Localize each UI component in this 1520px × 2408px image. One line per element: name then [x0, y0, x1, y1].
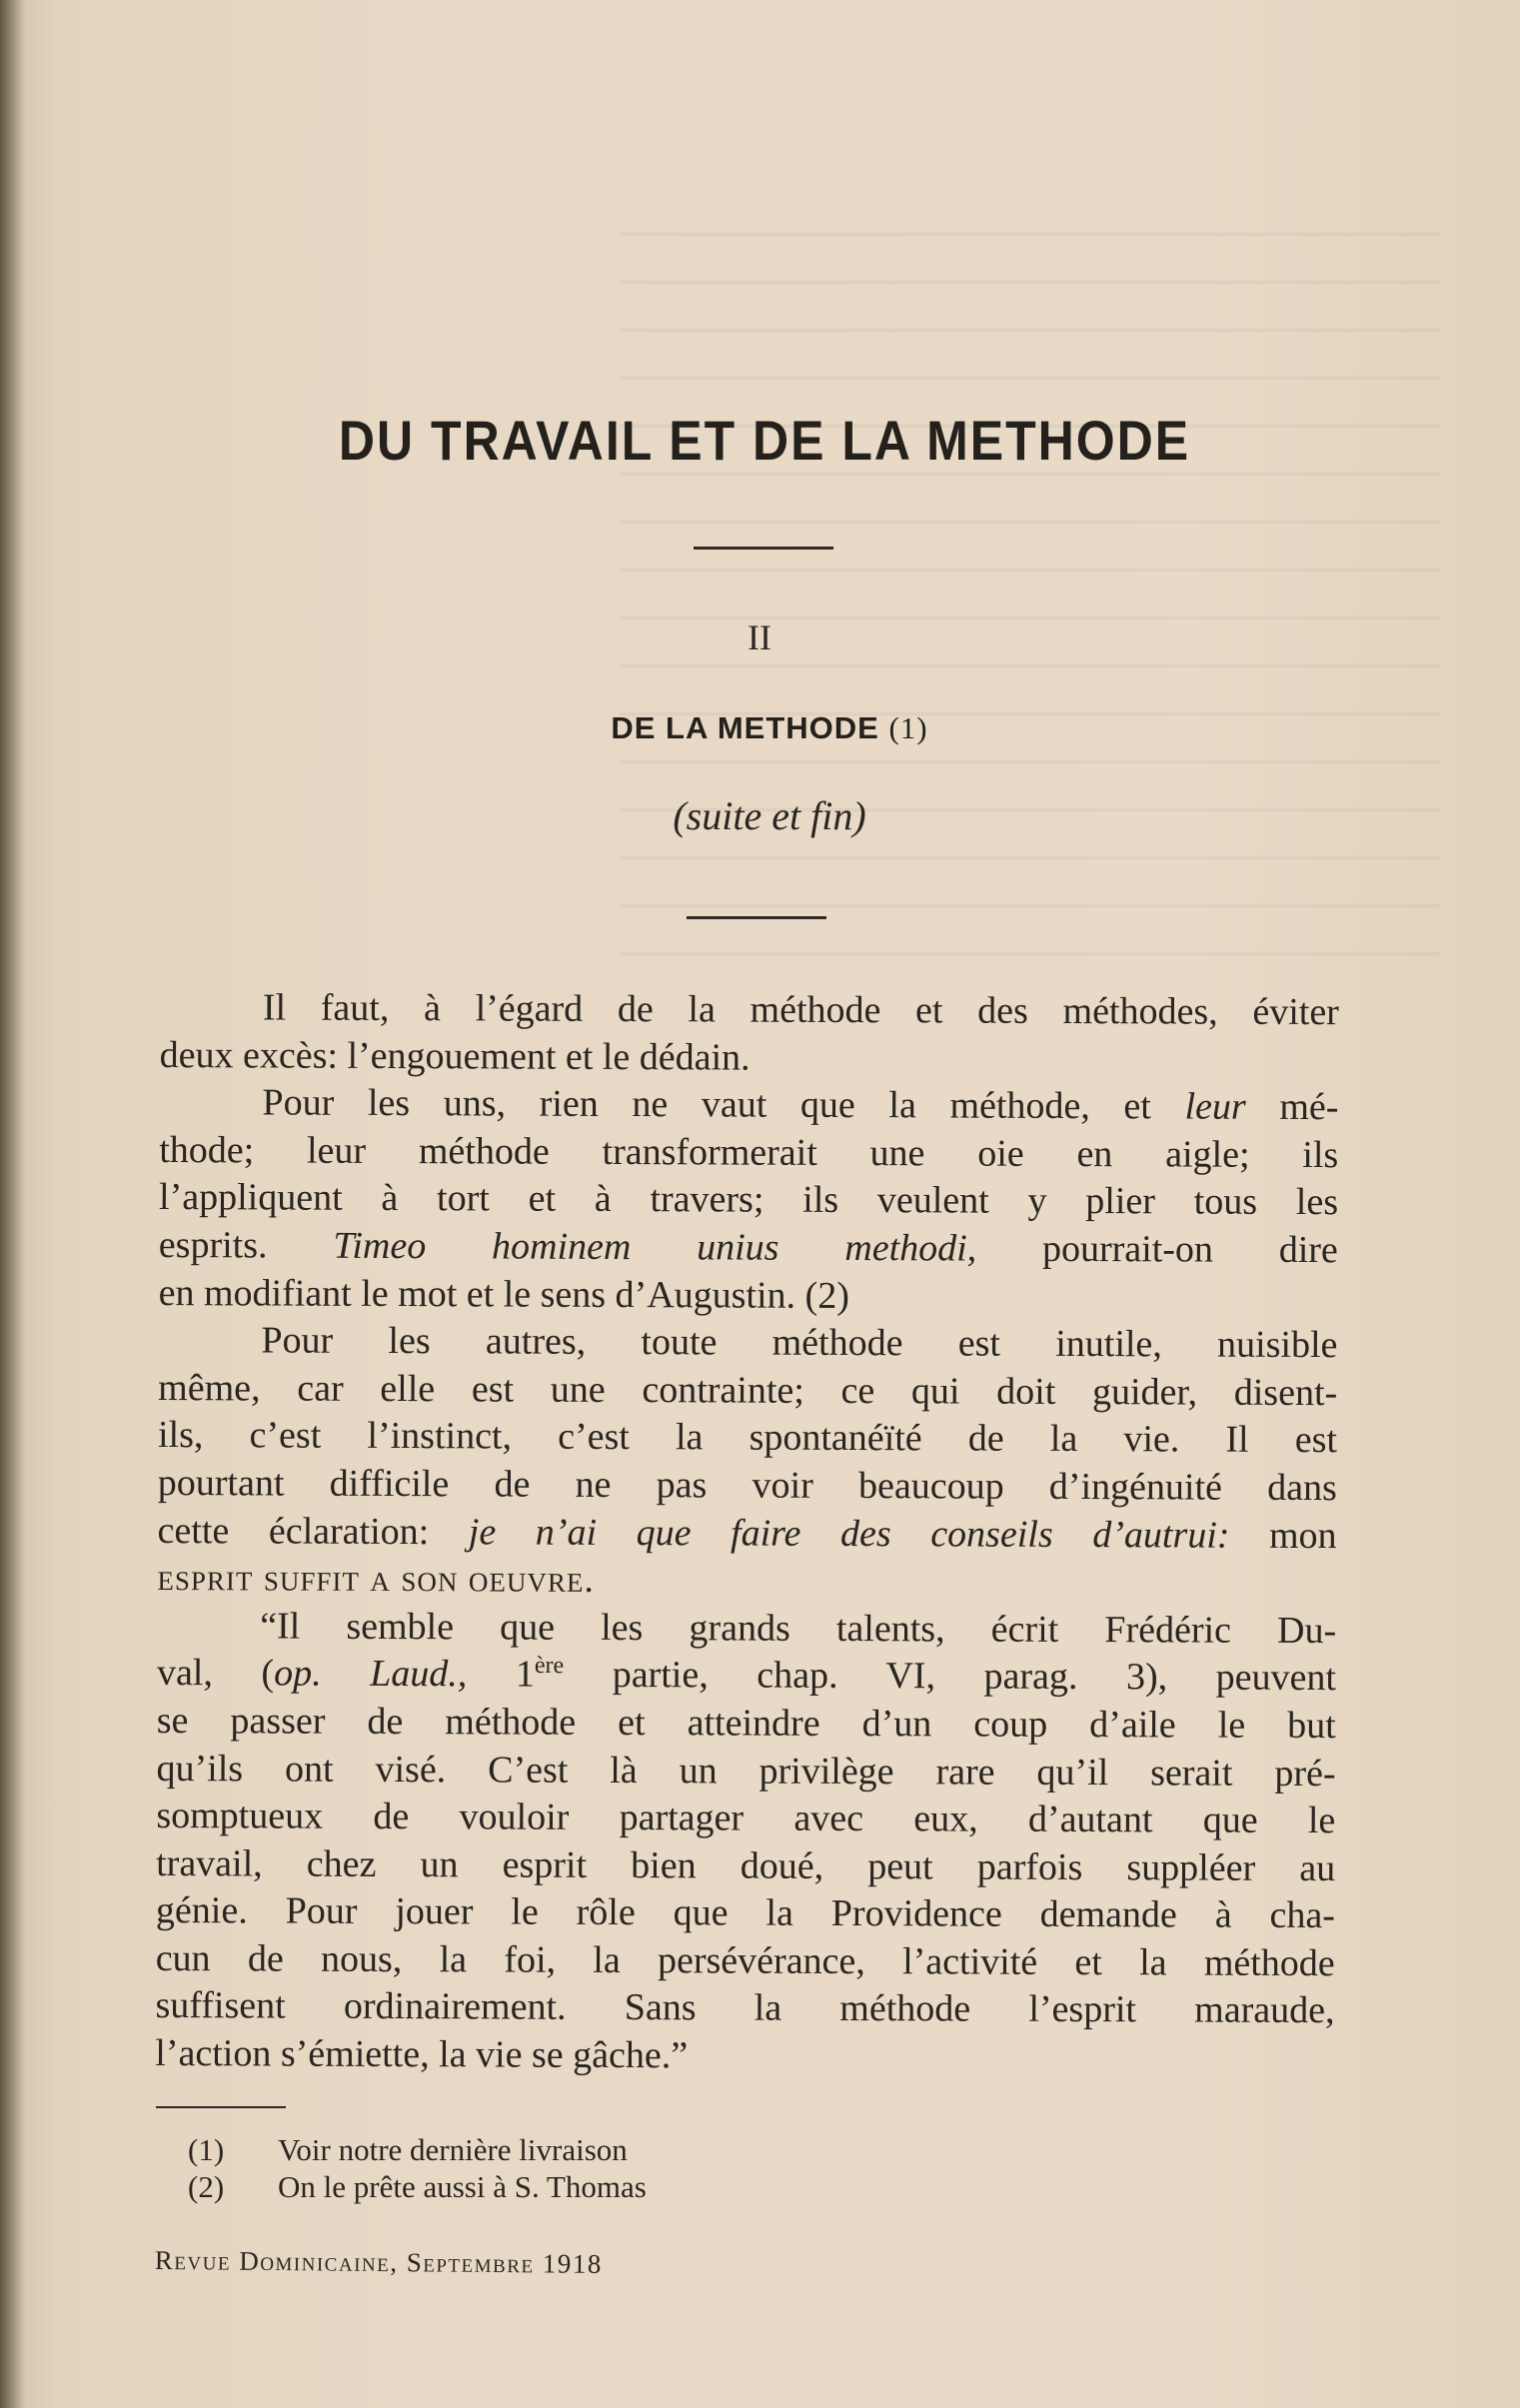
text-line: [155, 1982, 1334, 2035]
text-line: [157, 1603, 1336, 1656]
text-line: [159, 1127, 1338, 1180]
text-line: [159, 1079, 1338, 1132]
body-text: [155, 984, 1339, 2083]
text-line: [156, 1887, 1335, 1940]
text-line-content: Pour les uns, rien ne vaut que la méthode, et leur mé-: [262, 1081, 1339, 1129]
text-line: [156, 1840, 1335, 1893]
article-title: DU TRAVAIL ET DE LA METHODE: [338, 409, 1191, 473]
text-line: [157, 1698, 1336, 1751]
footnote: [188, 2131, 1087, 2168]
text-line: [158, 1365, 1337, 1418]
section-subtitle: [520, 710, 1019, 746]
title-rule: [694, 547, 833, 550]
text-line: [157, 1555, 1336, 1608]
text-line-content: pourtant difficile de ne pas voir beaucoup d’ingénuité dans: [157, 1461, 1337, 1510]
text-line-content: travail, chez un esprit bien doué, peut parfois suppléer au: [156, 1841, 1336, 1889]
footnote-text: On le prête aussi à S. Thomas: [278, 2169, 647, 2204]
text-line: [155, 2030, 1334, 2083]
text-line: [158, 1317, 1337, 1370]
bleed-through: [620, 200, 1439, 959]
footnotes: [188, 2131, 1087, 2205]
text-line-content: suffisent ordinairement. Sans la méthode l’esprit maraude,: [155, 1984, 1335, 2032]
text-line: [158, 1508, 1337, 1561]
text-line: [159, 1270, 1338, 1323]
footnote-mark: (2): [188, 2169, 225, 2204]
suite-et-fin: (suite et fin): [673, 793, 866, 838]
text-line: [157, 1650, 1336, 1703]
text-line: [156, 1745, 1335, 1798]
text-line-content: cun de nous, la foi, la persévérance, l’activité et la méthode: [155, 1936, 1335, 1985]
text-line-content: qu’ils ont visé. C’est là un privilège rare qu’il serait pré-: [156, 1747, 1336, 1795]
footnote: [188, 2168, 1087, 2205]
text-line-content: génie. Pour jouer le rôle que la Providence demande à cha-: [155, 1889, 1336, 1937]
text-line-content: esprit suffit a son oeuvre.: [157, 1557, 596, 1602]
text-line-content: en modifiant le mot et le sens d’Augustin. (2): [158, 1271, 850, 1317]
text-line-content: thode; leur méthode transformerait une oie en aigle; ils: [159, 1128, 1339, 1176]
footnote-text: Voir notre dernière livraison: [278, 2132, 628, 2167]
text-line-content: cette éclaration: je n’ai que faire des conseils d’autrui: mon: [157, 1509, 1337, 1557]
footnote-rule: [156, 2106, 286, 2108]
text-line: [156, 1935, 1335, 1988]
text-line-content: Il faut, à l’égard de la méthode et des méthodes, éviter: [262, 986, 1339, 1034]
subtitle-footnote-ref: (1): [888, 710, 928, 745]
section-number: II: [748, 617, 771, 657]
journal-footer: Revue Dominicaine, Septembre 1918: [154, 2245, 603, 2279]
text-line-content: se passer de méthode et atteindre d’un coup d’aile le but: [156, 1699, 1336, 1748]
text-line-content: même, car elle est une contrainte; ce qui doit guider, disent-: [158, 1366, 1338, 1414]
text-line: [158, 1460, 1337, 1513]
text-line-content: ils, c’est l’instinct, c’est la spontanéïté de la vie. Il est: [157, 1414, 1338, 1462]
text-line-content: esprits. Timeo hominem unius methodi, pourrait-on dire: [158, 1223, 1338, 1272]
text-line-content: Pour les autres, toute méthode est inutile, nuisible: [261, 1319, 1338, 1367]
text-line-content: l’appliquent à tort et à travers; ils veulent y plier tous les: [158, 1176, 1339, 1224]
text-line: [156, 1793, 1335, 1845]
subtitle-text: DE LA METHODE: [611, 710, 879, 745]
text-line-content: somptueux de vouloir partager avec eux, d’autant que le: [156, 1795, 1336, 1842]
section-rule: [687, 916, 826, 919]
text-line: [159, 1174, 1338, 1227]
text-line: [158, 1412, 1337, 1465]
text-line-content: l’action s’émiette, la vie se gâche.”: [155, 2032, 689, 2077]
text-line: [160, 1032, 1339, 1085]
text-line-content: “Il semble que les grands talents, écrit Frédéric Du-: [260, 1605, 1337, 1652]
text-line: [159, 1222, 1338, 1275]
footnote-mark: (1): [188, 2132, 225, 2167]
binding-shadow: [0, 0, 26, 2408]
text-line: [160, 984, 1339, 1037]
text-line-content: val, (op. Laud., 1ère partie, chap. VI, parag. 3), peuvent: [156, 1652, 1337, 1700]
text-line-content: deux excès: l’engouement et le dédain.: [159, 1033, 751, 1079]
